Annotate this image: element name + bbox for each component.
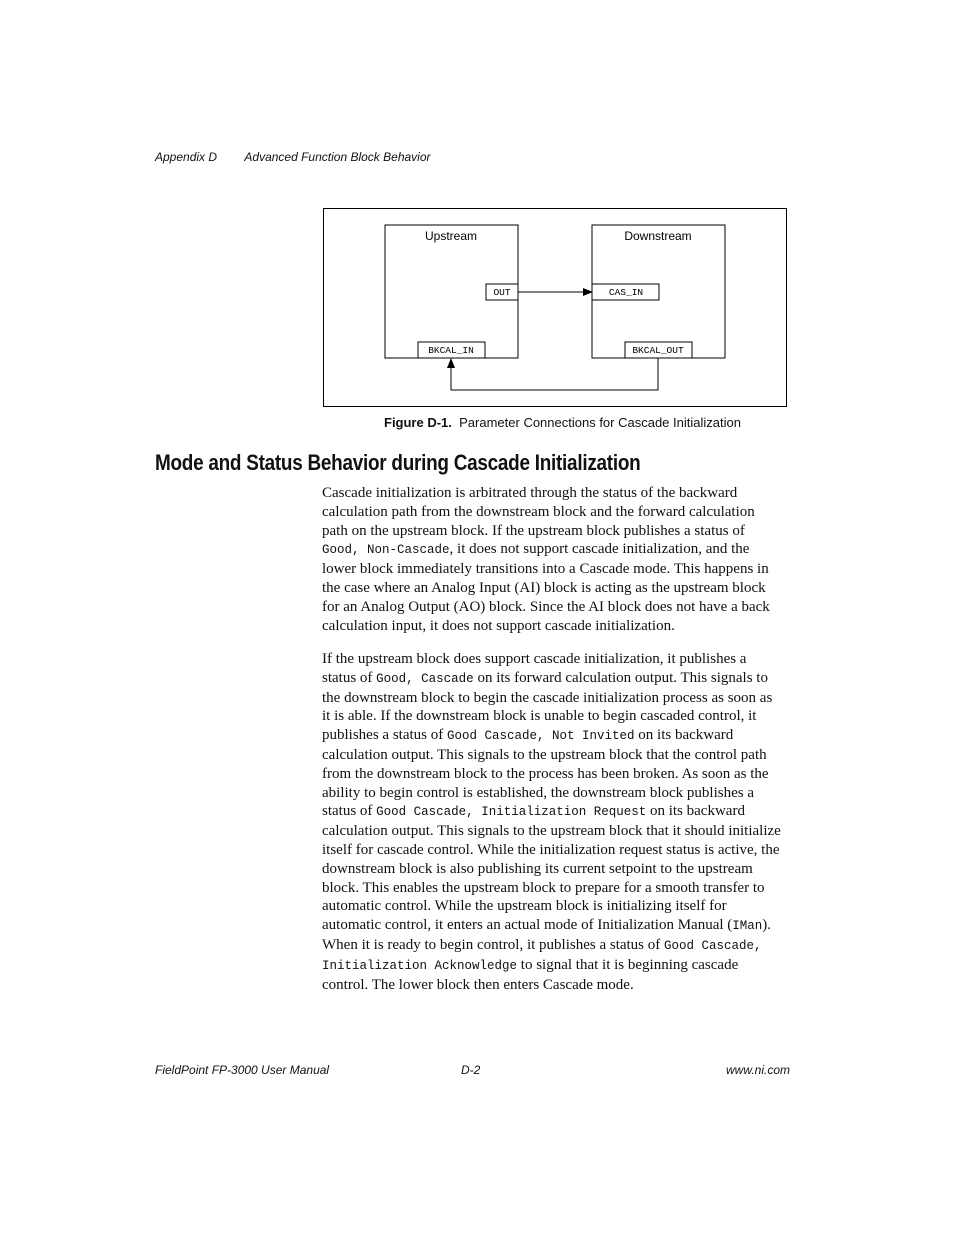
footer-website: www.ni.com [726,1063,791,1077]
p1-text-2: , it does not support cascade initialization, and the lower block immediately transitions into a Cascade mode. This happens in the case where an Analog Input (AI) block is acting as the upstream block for an Analog Output (AO) block. Since the AI block does not have a back calculation input, it does not support cascade initialization. [322,541,770,634]
p2-text-3: on its backward calculation output. This signals to the upstream block that the control path from the downstream block to the process has been broken. As soon as the ability to begin control is established, the downstream block publishes a status of [322,727,769,820]
downstream-label: Downstream [624,229,692,243]
appendix-label: Appendix D [155,150,218,164]
p2-code-1: Good, Cascade [376,671,474,686]
paragraph-1 [322,484,784,635]
footer-page-number: D-2 [461,1063,481,1077]
p2-text-6: to signal that it is beginning cascade control. The lower block then enters Cascade mode. [322,956,739,993]
p2-text-4: on its backward calculation output. This signals to the upstream block that it should initialize itself for cascade control. While the initialization request status is active, the downstream block is also publishing its current setpoint to the upstream block. This enables the upstream block to prepare for a smooth transfer to automatic control. While the upstream block is initializing itself for automatic control, it enters an actual mode of Initialization Manual ( [322,803,781,934]
p2-text-2: on its forward calculation output. This signals to the downstream block to begin the cascade initialization process as soon as it is able. If the downstream block is unable to begin cascaded control, it publishes a status of [322,669,773,744]
out-port-label: OUT [493,287,511,298]
running-header [155,150,431,164]
footer-manual-title: FieldPoint FP-3000 User Manual [155,1063,330,1077]
figure-caption-text: Parameter Connections for Cascade Initialization [459,415,741,430]
p1-text-1: Cascade initialization is arbitrated through the status of the backward calculation path from the downstream block and the forward calculation path on the upstream block. If the upstream block publishes a status of [322,485,755,539]
figure-d1 [323,208,787,407]
p2-text-1: If the upstream block does support cascade initialization, it publishes a status of [322,651,747,686]
cascade-diagram [324,209,786,406]
paragraph-2 [322,650,784,994]
p1-code-1: Good, Non-Cascade [322,543,450,558]
section-heading: Mode and Status Behavior during Cascade Initialization [155,450,641,475]
p2-code-2: Good Cascade, Not Invited [447,729,635,744]
p2-text-5: ). When it is ready to begin control, it publishes a status of [322,917,772,953]
p2-code-3: Good Cascade, Initialization Request [376,805,647,820]
figure-caption-label: Figure D-1. [384,415,452,430]
chapter-title: Advanced Function Block Behavior [244,150,431,164]
cas-in-port-label: CAS_IN [608,287,644,298]
bkcal-in-port-label: BKCAL_IN [428,345,474,356]
upstream-label: Upstream [424,229,478,243]
backward-connection-arrow [451,358,658,390]
p2-code-4: IMan [732,919,763,934]
bkcal-out-port-label: BKCAL_OUT [632,345,684,356]
figure-caption [384,415,741,430]
p2-code-5: Good Cascade, Initialization Acknowledge [322,938,762,973]
